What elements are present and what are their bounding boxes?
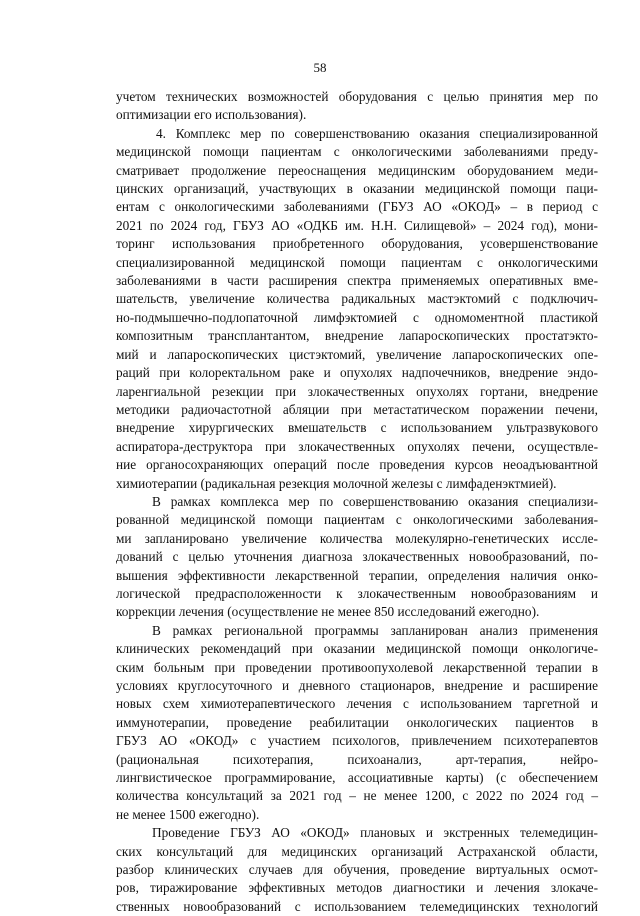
text-line: условиях круглосуточного и дневного стационаров, внедрение и расширение xyxy=(116,678,598,693)
text-line: (рациональная психотерапия, психоанализ, арт-терапия, нейро- xyxy=(116,751,598,767)
text-line: В рамках комплекса мер по совершенствованию оказания специализи- xyxy=(152,493,598,509)
text-line: клинических рекомендаций при оказании медицинской помощи онкологиче- xyxy=(116,641,598,657)
text-line: иммунотерапии, проведение реабилитации онкологических пациентов в xyxy=(116,714,598,730)
text-line: разбор клинических случаев для обучения, проведение виртуальных осмот- xyxy=(116,862,598,878)
text-line: ентам с онкологическими заболеваниями (ГБУЗ АО «ОКОД» – в период с xyxy=(116,199,598,215)
text-line: количества консультаций за 2021 год – не менее 1200, с 2022 по 2024 год – xyxy=(116,788,598,804)
text-line: медицинской помощи пациентам с онкологическими заболеваниями преду- xyxy=(116,144,598,160)
text-line: ров, тиражирование эффективных методов диагностики и лечения злокаче- xyxy=(116,880,598,896)
text-line: рованной медицинской помощи пациентам с онкологическими заболевания- xyxy=(116,512,598,528)
text-line: но-подмышечно-подлопаточной лимфэктомией с одномоментной пластикой xyxy=(116,309,598,325)
text-line: новых схем химиотерапевтического лечения с использованием таргетной и xyxy=(116,696,598,712)
text-line: вышения эффективности лекарственной терапии, определения наличия онко- xyxy=(116,567,598,583)
text-line: оптимизации его использования). xyxy=(116,107,307,123)
text-line: учетом технических возможностей оборудования с целью принятия мер по xyxy=(116,89,598,104)
text-line: аспиратора-деструктора при злокачественных опухолях печени, осуществле- xyxy=(116,438,598,454)
text-line: торинг использования приобретенного оборудования, усовершенствование xyxy=(116,236,598,252)
paragraph xyxy=(116,622,598,824)
text-line: сматривает продолжение переоснащения медицинским оборудованием меди- xyxy=(116,162,598,178)
text-line: не менее 1500 ежегодно). xyxy=(116,806,260,822)
text-line: внедрение хирургических вмешательств с использованием ультразвукового xyxy=(116,420,598,436)
paragraph xyxy=(116,824,598,916)
text-line: химиотерапии (радикальная резекция молочной железы с лимфаденэктмией). xyxy=(116,475,557,491)
text-line: ми запланировано увеличение количества молекулярно-генетических иссле- xyxy=(116,530,598,546)
paragraph xyxy=(116,88,598,125)
text-line: ние органосохраняющих операций после проведения курсов неоадъювантной xyxy=(116,457,598,473)
text-line: специализированной медицинской помощи пациентам с онкологическими xyxy=(116,254,598,270)
paragraph xyxy=(116,493,598,622)
text-line: заболеваниями в части расширения спектра применяемых оперативных вме- xyxy=(116,273,598,289)
text-line: Проведение ГБУЗ АО «ОКОД» плановых и экстренных телемедицин- xyxy=(152,825,598,841)
text-line: шательств, увеличение количества радикальных мастэктомий с подключич- xyxy=(116,291,598,307)
page-number: 58 xyxy=(313,60,327,75)
text-line: 2021 по 2024 год, ГБУЗ АО «ОДКБ им. Н.Н. Силищевой» – 2024 год), мони- xyxy=(116,217,598,233)
text-line: коррекции лечения (осуществление не менее 850 исследований ежегодно). xyxy=(116,604,540,620)
text-line: ларенгиальной резекции при злокачественных опухолях гортани, внедрение xyxy=(116,383,598,399)
document-body xyxy=(116,88,598,916)
text-line: ских консультаций для медицинских организаций Астраханской области, xyxy=(116,843,598,859)
text-line: композитным трансплантантом, внедрение лапароскопических простатэкто- xyxy=(116,328,598,344)
text-line: мий и лапароскопических цистэктомий, увеличение лапароскопических опе- xyxy=(116,346,598,362)
text-line: ГБУЗ АО «ОКОД» с участием психологов, привлечением психотерапевтов xyxy=(116,733,598,749)
text-line: раций при колоректальном раке и опухолях надпочечников, внедрение эндо- xyxy=(116,365,598,381)
paragraph xyxy=(116,125,598,493)
text-line: 4. Комплекс мер по совершенствованию оказания специализированной xyxy=(156,125,598,141)
text-line: В рамках региональной программы запланирован анализ применения xyxy=(152,622,598,638)
text-line: ским больным при проведении противоопухолевой лекарственной терапии в xyxy=(116,659,598,675)
text-line: методики радиочастотной абляции при метастатическом поражении печени, xyxy=(116,401,598,417)
text-line: цинских организаций, участвующих в оказании медицинской помощи паци- xyxy=(116,181,598,197)
text-line: ственных новообразований с использованием телемедицинских технологий xyxy=(116,898,598,914)
text-line: лингвистическое программирование, ассоциативные карты) (с обеспечением xyxy=(116,770,598,786)
text-line: дований с целью уточнения диагноза злокачественных новообразований, по- xyxy=(116,549,598,565)
text-line: логической предрасположенности к злокачественным новообразованиям и xyxy=(116,585,598,601)
